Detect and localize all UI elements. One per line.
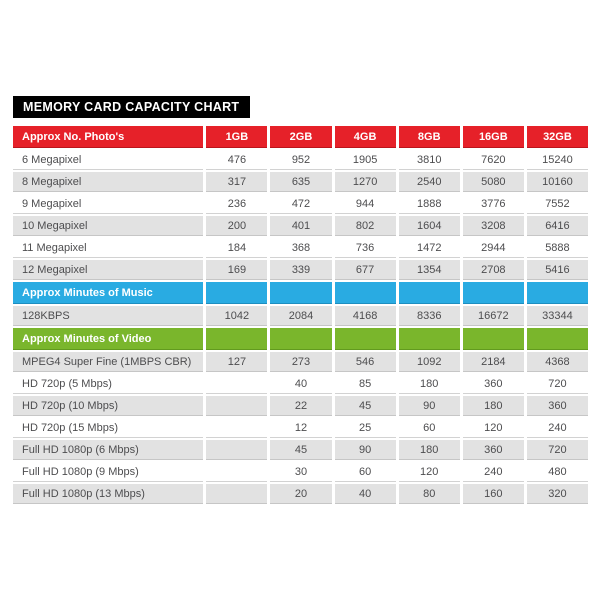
value-cell: 1472 <box>399 238 460 258</box>
value-cell: 15240 <box>527 150 588 170</box>
column-header-cell <box>270 328 331 350</box>
value-cell: 180 <box>399 440 460 460</box>
value-cell: 169 <box>206 260 267 280</box>
row-label: 11 Megapixel <box>13 238 203 258</box>
value-cell: 184 <box>206 238 267 258</box>
value-cell: 317 <box>206 172 267 192</box>
table-row <box>13 306 588 326</box>
column-header-cell <box>399 328 460 350</box>
value-cell: 20 <box>270 484 331 504</box>
table-row <box>13 150 588 170</box>
value-cell: 90 <box>399 396 460 416</box>
value-cell: 5080 <box>463 172 524 192</box>
value-cell: 720 <box>527 374 588 394</box>
value-cell: 80 <box>399 484 460 504</box>
value-cell: 25 <box>335 418 396 438</box>
table-row <box>13 462 588 482</box>
table-row <box>13 374 588 394</box>
column-header-cell: 16GB <box>463 126 524 148</box>
value-cell: 3810 <box>399 150 460 170</box>
column-header-cell <box>335 282 396 304</box>
table-row <box>13 352 588 372</box>
section-header-row-red <box>13 126 588 148</box>
value-cell: 60 <box>399 418 460 438</box>
value-cell: 8336 <box>399 306 460 326</box>
value-cell: 5416 <box>527 260 588 280</box>
table-row <box>13 216 588 236</box>
row-label: Full HD 1080p (13 Mbps) <box>13 484 203 504</box>
value-cell: 22 <box>270 396 331 416</box>
table-row <box>13 440 588 460</box>
column-header-cell: 4GB <box>335 126 396 148</box>
capacity-table-body <box>13 126 588 504</box>
value-cell: 180 <box>463 396 524 416</box>
table-row <box>13 418 588 438</box>
row-label: HD 720p (15 Mbps) <box>13 418 203 438</box>
value-cell: 2540 <box>399 172 460 192</box>
column-header-cell <box>206 282 267 304</box>
column-header-cell: 1GB <box>206 126 267 148</box>
value-cell <box>206 440 267 460</box>
column-header-cell <box>206 328 267 350</box>
section-header-row-blue <box>13 282 588 304</box>
value-cell: 180 <box>399 374 460 394</box>
value-cell: 368 <box>270 238 331 258</box>
value-cell: 1092 <box>399 352 460 372</box>
value-cell: 360 <box>527 396 588 416</box>
value-cell: 320 <box>527 484 588 504</box>
value-cell: 3776 <box>463 194 524 214</box>
value-cell: 677 <box>335 260 396 280</box>
value-cell: 12 <box>270 418 331 438</box>
column-header-cell <box>335 328 396 350</box>
value-cell: 480 <box>527 462 588 482</box>
value-cell: 45 <box>270 440 331 460</box>
row-label: Full HD 1080p (9 Mbps) <box>13 462 203 482</box>
value-cell: 2944 <box>463 238 524 258</box>
value-cell: 802 <box>335 216 396 236</box>
column-header-cell <box>270 282 331 304</box>
value-cell: 160 <box>463 484 524 504</box>
column-header-cell <box>527 328 588 350</box>
column-header-cell: 8GB <box>399 126 460 148</box>
value-cell: 16672 <box>463 306 524 326</box>
value-cell: 30 <box>270 462 331 482</box>
value-cell: 60 <box>335 462 396 482</box>
value-cell: 120 <box>463 418 524 438</box>
value-cell: 85 <box>335 374 396 394</box>
row-label: HD 720p (5 Mbps) <box>13 374 203 394</box>
row-label: Approx Minutes of Video <box>13 328 203 350</box>
table-row <box>13 238 588 258</box>
section-header-row-green <box>13 328 588 350</box>
value-cell: 7552 <box>527 194 588 214</box>
value-cell: 401 <box>270 216 331 236</box>
chart-title-bar <box>13 96 250 118</box>
value-cell: 635 <box>270 172 331 192</box>
table-row <box>13 396 588 416</box>
value-cell: 1354 <box>399 260 460 280</box>
value-cell: 1270 <box>335 172 396 192</box>
value-cell: 45 <box>335 396 396 416</box>
value-cell: 90 <box>335 440 396 460</box>
value-cell: 5888 <box>527 238 588 258</box>
value-cell: 472 <box>270 194 331 214</box>
value-cell: 2184 <box>463 352 524 372</box>
row-label: Approx No. Photo's <box>13 126 203 148</box>
value-cell <box>206 374 267 394</box>
row-label: 128KBPS <box>13 306 203 326</box>
value-cell: 240 <box>463 462 524 482</box>
row-label: 6 Megapixel <box>13 150 203 170</box>
value-cell: 273 <box>270 352 331 372</box>
value-cell: 127 <box>206 352 267 372</box>
value-cell <box>206 396 267 416</box>
value-cell: 10160 <box>527 172 588 192</box>
table-row <box>13 484 588 504</box>
row-label: 8 Megapixel <box>13 172 203 192</box>
value-cell: 952 <box>270 150 331 170</box>
column-header-cell <box>399 282 460 304</box>
column-header-cell <box>463 282 524 304</box>
value-cell <box>206 462 267 482</box>
row-label: MPEG4 Super Fine (1MBPS CBR) <box>13 352 203 372</box>
value-cell: 1042 <box>206 306 267 326</box>
value-cell: 944 <box>335 194 396 214</box>
value-cell: 3208 <box>463 216 524 236</box>
column-header-cell <box>527 282 588 304</box>
value-cell: 476 <box>206 150 267 170</box>
value-cell: 40 <box>335 484 396 504</box>
column-header-cell <box>463 328 524 350</box>
value-cell <box>206 418 267 438</box>
row-label: 9 Megapixel <box>13 194 203 214</box>
value-cell: 360 <box>463 440 524 460</box>
value-cell: 2084 <box>270 306 331 326</box>
value-cell: 720 <box>527 440 588 460</box>
column-header-cell: 32GB <box>527 126 588 148</box>
value-cell: 120 <box>399 462 460 482</box>
row-label: 10 Megapixel <box>13 216 203 236</box>
value-cell: 40 <box>270 374 331 394</box>
value-cell: 546 <box>335 352 396 372</box>
value-cell: 4168 <box>335 306 396 326</box>
chart-title: MEMORY CARD CAPACITY CHART <box>23 100 240 114</box>
value-cell: 33344 <box>527 306 588 326</box>
table-row <box>13 260 588 280</box>
value-cell: 240 <box>527 418 588 438</box>
row-label: Approx Minutes of Music <box>13 282 203 304</box>
row-label: Full HD 1080p (6 Mbps) <box>13 440 203 460</box>
value-cell: 1905 <box>335 150 396 170</box>
value-cell: 200 <box>206 216 267 236</box>
value-cell <box>206 484 267 504</box>
capacity-table <box>10 124 591 506</box>
value-cell: 339 <box>270 260 331 280</box>
value-cell: 7620 <box>463 150 524 170</box>
value-cell: 2708 <box>463 260 524 280</box>
table-row <box>13 172 588 192</box>
row-label: 12 Megapixel <box>13 260 203 280</box>
value-cell: 6416 <box>527 216 588 236</box>
table-row <box>13 194 588 214</box>
column-header-cell: 2GB <box>270 126 331 148</box>
row-label: HD 720p (10 Mbps) <box>13 396 203 416</box>
value-cell: 4368 <box>527 352 588 372</box>
value-cell: 1604 <box>399 216 460 236</box>
value-cell: 236 <box>206 194 267 214</box>
value-cell: 736 <box>335 238 396 258</box>
value-cell: 360 <box>463 374 524 394</box>
value-cell: 1888 <box>399 194 460 214</box>
